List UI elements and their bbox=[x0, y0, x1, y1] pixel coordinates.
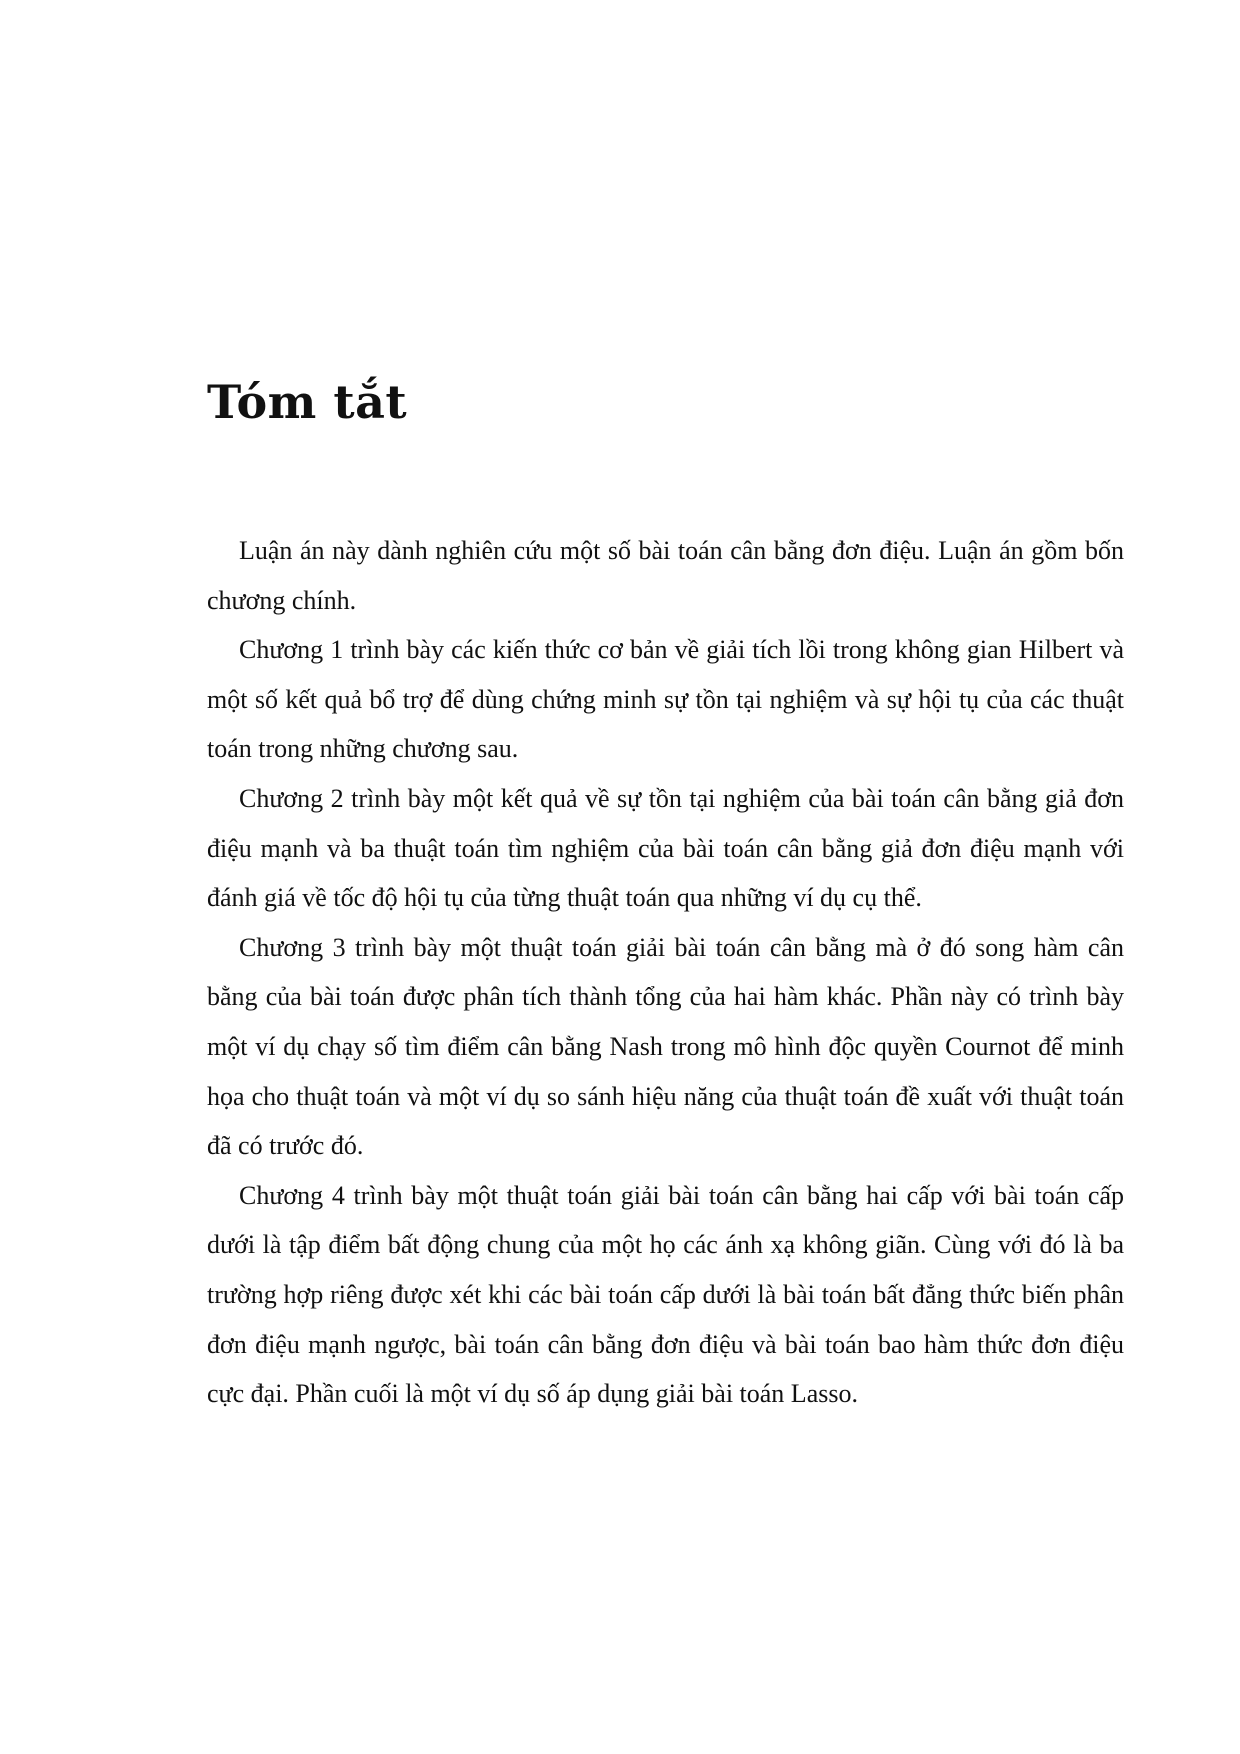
abstract-body bbox=[207, 526, 1124, 1419]
paragraph-chapter-4: Chương 4 trình bày một thuật toán giải bài toán cân bằng hai cấp với bài toán cấp dưới là tập điểm bất động chung của một họ các ánh xạ không giãn. Cùng với đó là ba trường hợp riêng được xét khi các bài toán cấp dưới là bài toán bất đẳng thức biến phân đơn điệu mạnh ngược, bài toán cân bằng đơn điệu và bài toán bao hàm thức đơn điệu cực đại. Phần cuối là một ví dụ số áp dụng giải bài toán Lasso. bbox=[207, 1180, 1124, 1409]
page-title: Tóm tắt bbox=[207, 375, 408, 429]
paragraph-chapter-3: Chương 3 trình bày một thuật toán giải bài toán cân bằng mà ở đó song hàm cân bằng của bài toán được phân tích thành tổng của hai hàm khác. Phần này có trình bày một ví dụ chạy số tìm điểm cân bằng Nash trong mô hình độc quyền Cournot để minh họa cho thuật toán và một ví dụ so sánh hiệu năng của thuật toán đề xuất với thuật toán đã có trước đó. bbox=[207, 932, 1124, 1161]
paragraph-intro: Luận án này dành nghiên cứu một số bài toán cân bằng đơn điệu. Luận án gồm bốn chương chính. bbox=[207, 536, 1124, 615]
paragraph-chapter-1: Chương 1 trình bày các kiến thức cơ bản về giải tích lồi trong không gian Hilbert và một số kết quả bổ trợ để dùng chứng minh sự tồn tại nghiệm và sự hội tụ của các thuật toán trong những chương sau. bbox=[207, 635, 1124, 764]
paragraph-chapter-2: Chương 2 trình bày một kết quả về sự tồn tại nghiệm của bài toán cân bằng giả đơn điệu mạnh và ba thuật toán tìm nghiệm của bài toán cân bằng giả đơn điệu mạnh với đánh giá về tốc độ hội tụ của từng thuật toán qua những ví dụ cụ thể. bbox=[207, 783, 1124, 913]
